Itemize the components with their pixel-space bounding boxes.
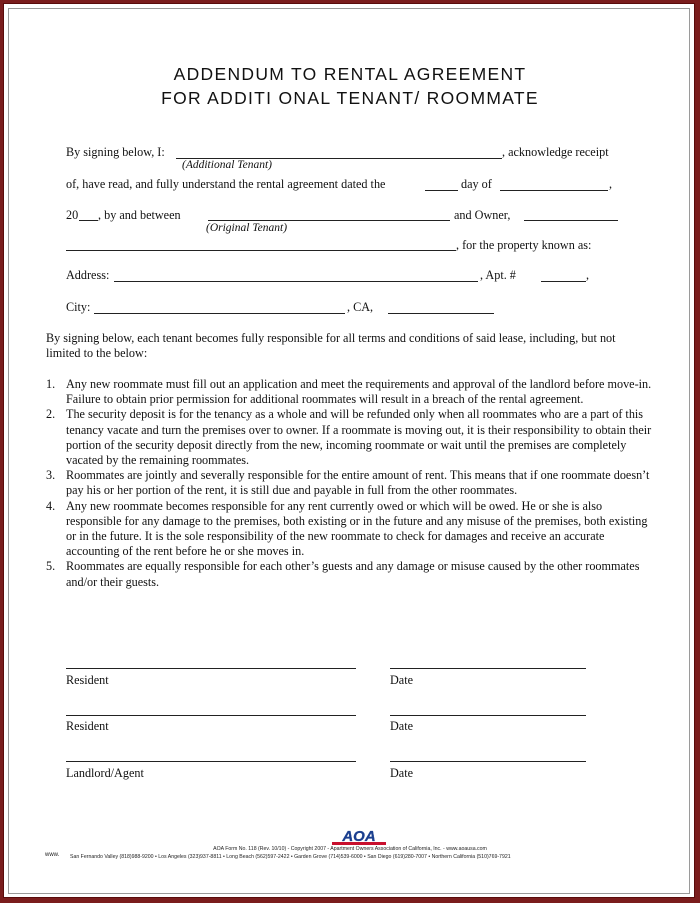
agreement-month-field[interactable] (500, 190, 608, 191)
owner-name-continued-field[interactable] (66, 250, 456, 251)
term-item (46, 407, 656, 468)
footer-offices: San Fernando Valley (818)988-9200 • Los Angeles (323)937-8811 • Long Beach (562)597-2422 • Garden Grove (714)539-6000 • San Diego (619)280-7007 • Northern California (510)769-7921 (70, 854, 511, 860)
svg-text:AOA: AOA (342, 828, 376, 845)
document-title-line2: FOR ADDITI ONAL TENANT/ ROOMMATE (161, 88, 539, 108)
date2-line[interactable] (390, 715, 586, 716)
zip-code-field[interactable] (388, 313, 494, 314)
term-text: Roommates are equally responsible for each other’s guests and any damage or misuse caused by the other roommates and/or their guests. (66, 559, 640, 589)
term-number: 5. (46, 559, 56, 574)
city-label: City: (66, 300, 91, 314)
apt-comma-label: , (586, 268, 590, 282)
document-title-line1: ADDENDUM TO RENTAL AGREEMENT (173, 64, 527, 84)
landlord-label: Landlord/Agent (66, 766, 144, 780)
date1-label: Date (390, 673, 414, 687)
term-text: The security deposit is for the tenancy as a whole and will be refunded only when all roommates who are a part of this tenancy vacate and turn the premises over to owner. If a roommate is moving out, it is their responsibility to obtain their portion of the security deposit directly from the new, incoming roommate or wait until the premises are completely vacated by the remaining roommates. (66, 407, 652, 468)
term-item (46, 499, 656, 560)
term-number: 2. (46, 407, 56, 422)
agreement-day-field[interactable] (425, 190, 458, 191)
resident1-label: Resident (66, 673, 109, 687)
term-text: Any new roommate becomes responsible for any rent currently owed or which will be owed. He or she is also responsible for any damage to the premises, both existing or in the future and any misuse of the premises, both existing or in the future. It is the sole responsibility of the new roommate to check for damages and receive an accurate accounting of the rent before he or she moves in. (66, 498, 648, 559)
footer-form-info: AOA Form No. 118 (Rev. 10/10) - Copyright 2007 - Apartment Owners Association of California, Inc. - www.aoausa.com (213, 846, 487, 852)
date3-label: Date (390, 766, 414, 780)
original-tenant-name-field[interactable] (208, 220, 450, 221)
for-property-label: , for the property known as: (456, 238, 592, 252)
term-number: 3. (46, 468, 56, 483)
term-item (46, 377, 656, 407)
terms-list (46, 377, 656, 590)
date1-line[interactable] (390, 668, 586, 669)
by-signing-label: By signing below, I: (66, 145, 165, 159)
agreement-year-field[interactable] (79, 220, 98, 221)
by-and-between-label: , by and between (98, 208, 181, 222)
term-item (46, 468, 656, 498)
date3-line[interactable] (390, 761, 586, 762)
resident1-signature-line[interactable] (66, 668, 356, 669)
and-owner-label: and Owner, (454, 208, 511, 222)
term-item (46, 559, 656, 589)
aoa-logo-icon (330, 826, 388, 848)
term-text: Any new roommate must fill out an application and meet the requirements and approval of the landlord before move-in. Failure to obtain prior permission for additional roommates will result in a breach of the rental agreement. (66, 377, 652, 407)
date2-label: Date (390, 719, 414, 733)
landlord-signature-line[interactable] (66, 761, 356, 762)
year-prefix-label: 20 (66, 208, 79, 222)
have-read-label: of, have read, and fully understand the rental agreement dated the (66, 177, 386, 191)
term-number: 4. (46, 498, 56, 513)
resident2-label: Resident (66, 719, 109, 733)
intro-paragraph: By signing below, each tenant becomes fully responsible for all terms and conditions of said lease, including, but not limited to the below: (46, 331, 616, 360)
city-field[interactable] (94, 313, 345, 314)
owner-name-field[interactable] (524, 220, 618, 221)
term-text: Roommates are jointly and severally responsible for the entire amount of rent. This means that if one roommate doesn’t pay his or her portion of the rent, it is still due and payable in full from the other roommates. (66, 468, 650, 498)
day-of-label: day of (461, 177, 492, 191)
apt-label: , Apt. # (480, 268, 516, 282)
apt-number-field[interactable] (541, 281, 586, 282)
acknowledge-label: , acknowledge receipt (502, 145, 609, 159)
comma-label: , (609, 177, 613, 191)
additional-tenant-caption: (Additional Tenant) (182, 159, 272, 171)
footer-www: www. (45, 852, 60, 858)
term-number: 1. (46, 377, 56, 391)
original-tenant-caption: (Original Tenant) (206, 222, 288, 234)
address-label: Address: (66, 268, 110, 282)
state-label: , CA, (347, 300, 374, 314)
address-field[interactable] (114, 281, 478, 282)
resident2-signature-line[interactable] (66, 715, 356, 716)
